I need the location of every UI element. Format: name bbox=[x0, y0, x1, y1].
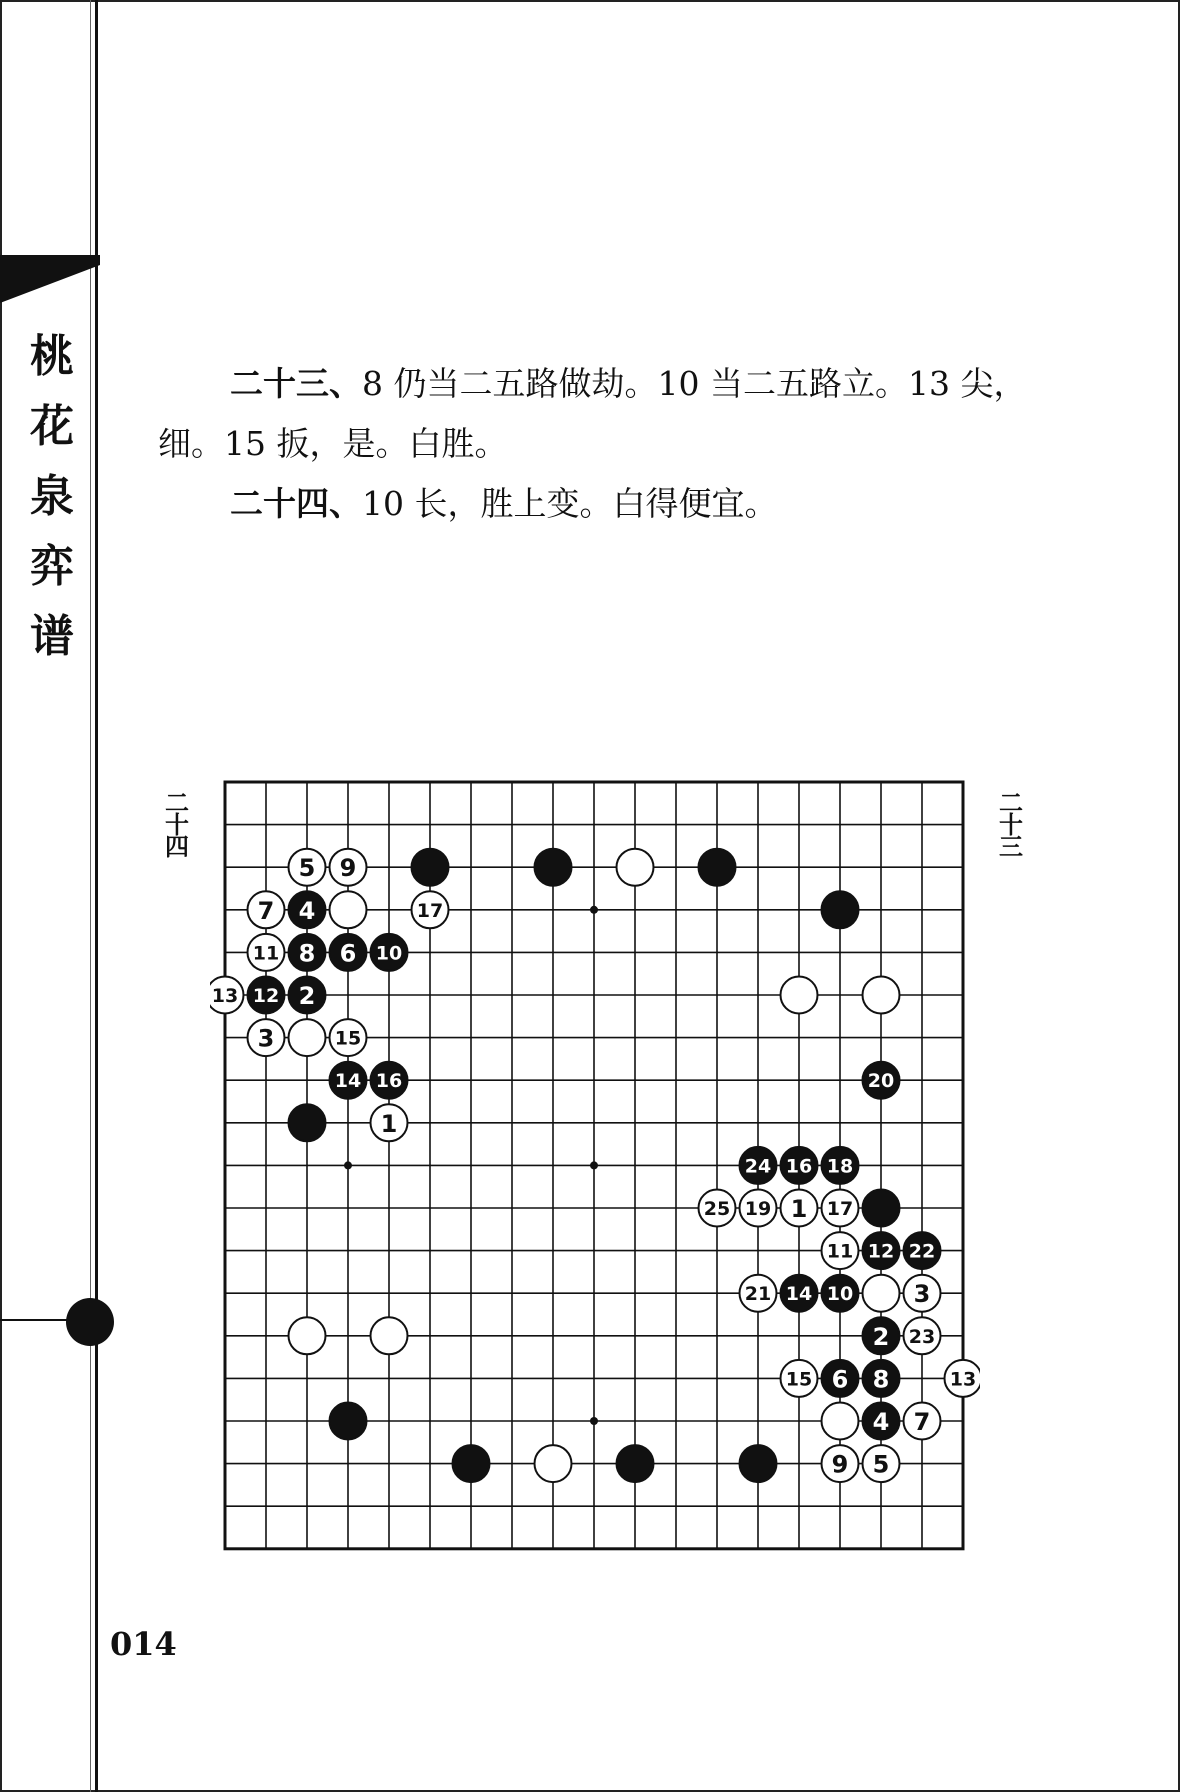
move-number: 20 bbox=[867, 1070, 895, 1093]
book-title-vertical bbox=[22, 325, 82, 669]
book-title-char: 花 bbox=[30, 401, 74, 452]
black-stone bbox=[453, 1445, 490, 1482]
star-point bbox=[590, 906, 598, 914]
black-stone bbox=[699, 849, 736, 886]
move-number: 9 bbox=[339, 854, 357, 883]
move-number: 15 bbox=[785, 1368, 813, 1391]
black-stone bbox=[822, 891, 859, 928]
commentary-para-23-line1 bbox=[230, 355, 1026, 413]
move-number: 10 bbox=[375, 942, 403, 965]
move-number: 23 bbox=[908, 1325, 936, 1348]
move-number: 6 bbox=[339, 939, 357, 968]
move-number: 12 bbox=[867, 1240, 895, 1263]
para-label: 二十四、 bbox=[230, 484, 362, 523]
move-number: 19 bbox=[744, 1198, 772, 1220]
move-number: 12 bbox=[252, 985, 280, 1007]
para-label: 二十三、 bbox=[230, 364, 362, 403]
white-stone bbox=[371, 1317, 408, 1354]
black-stone bbox=[412, 849, 449, 886]
white-stone bbox=[289, 1317, 326, 1354]
black-stone bbox=[330, 1403, 367, 1440]
move-number: 11 bbox=[826, 1240, 854, 1263]
star-point bbox=[344, 1161, 352, 1169]
diagram-label-left bbox=[164, 789, 190, 861]
move-number: 3 bbox=[913, 1280, 931, 1309]
label-char: 二 bbox=[165, 789, 189, 817]
move-number: 24 bbox=[744, 1155, 772, 1178]
label-char: 四 bbox=[165, 833, 189, 861]
label-char: 十 bbox=[999, 811, 1023, 839]
move-number: 14 bbox=[785, 1283, 813, 1306]
black-stone bbox=[740, 1445, 777, 1482]
move-number: 1 bbox=[380, 1109, 398, 1138]
label-char: 二 bbox=[999, 789, 1023, 817]
white-stone bbox=[289, 1019, 326, 1056]
white-stone bbox=[822, 1403, 859, 1440]
para-text: 10 长，胜上变。白得便宜。 bbox=[362, 484, 778, 523]
move-number: 7 bbox=[913, 1408, 931, 1436]
move-number: 1 bbox=[790, 1195, 808, 1223]
move-number: 10 bbox=[826, 1283, 854, 1306]
move-number: 9 bbox=[831, 1450, 849, 1479]
label-char: 三 bbox=[999, 833, 1023, 861]
move-number: 2 bbox=[872, 1322, 890, 1351]
move-number: 5 bbox=[872, 1450, 890, 1479]
move-number: 22 bbox=[908, 1240, 936, 1263]
black-stone bbox=[617, 1445, 654, 1482]
go-board-diagram bbox=[210, 770, 980, 1560]
commentary-para-23-line2: 细。15 扳，是。白胜。 bbox=[158, 424, 508, 463]
move-number: 8 bbox=[298, 939, 316, 968]
black-stone bbox=[535, 849, 572, 886]
para-text: 8 仍当二五路做劫。10 当二五路立。13 尖， bbox=[362, 364, 1027, 403]
white-stone bbox=[535, 1445, 572, 1482]
star-point bbox=[590, 1417, 598, 1425]
move-number: 16 bbox=[785, 1155, 813, 1178]
move-number: 6 bbox=[831, 1365, 849, 1394]
move-number: 2 bbox=[298, 982, 316, 1010]
move-number: 17 bbox=[826, 1198, 854, 1220]
move-number: 11 bbox=[252, 942, 280, 965]
move-number: 8 bbox=[872, 1365, 890, 1394]
star-point bbox=[590, 1161, 598, 1169]
move-number: 21 bbox=[744, 1283, 772, 1306]
move-number: 15 bbox=[334, 1027, 362, 1050]
white-stone bbox=[781, 977, 818, 1014]
black-stone bbox=[863, 1190, 900, 1227]
move-number: 14 bbox=[334, 1070, 362, 1093]
margin-bullet bbox=[66, 1298, 114, 1346]
move-number: 13 bbox=[949, 1368, 977, 1391]
move-number: 18 bbox=[826, 1155, 854, 1178]
diagram-label-right bbox=[998, 789, 1024, 861]
move-number: 4 bbox=[872, 1408, 890, 1436]
move-number: 16 bbox=[375, 1070, 403, 1093]
book-title-char: 泉 bbox=[30, 471, 74, 522]
page-number: 014 bbox=[110, 1625, 177, 1663]
white-stone bbox=[863, 977, 900, 1014]
move-number: 13 bbox=[211, 985, 239, 1007]
white-stone bbox=[330, 891, 367, 928]
book-title-char: 谱 bbox=[30, 611, 74, 662]
book-title-char: 弈 bbox=[30, 541, 74, 592]
move-number: 4 bbox=[298, 896, 316, 925]
move-number: 17 bbox=[416, 899, 444, 922]
white-stone bbox=[617, 849, 654, 886]
commentary-para-24 bbox=[230, 475, 777, 533]
move-number: 3 bbox=[257, 1024, 275, 1053]
label-char: 十 bbox=[165, 811, 189, 839]
chapter-tab-marker bbox=[0, 255, 100, 303]
white-stone bbox=[863, 1275, 900, 1312]
move-number: 5 bbox=[298, 854, 316, 883]
black-stone bbox=[289, 1104, 326, 1141]
move-number: 7 bbox=[257, 896, 275, 925]
book-title-char: 桃 bbox=[30, 331, 74, 382]
move-number: 25 bbox=[703, 1198, 731, 1220]
